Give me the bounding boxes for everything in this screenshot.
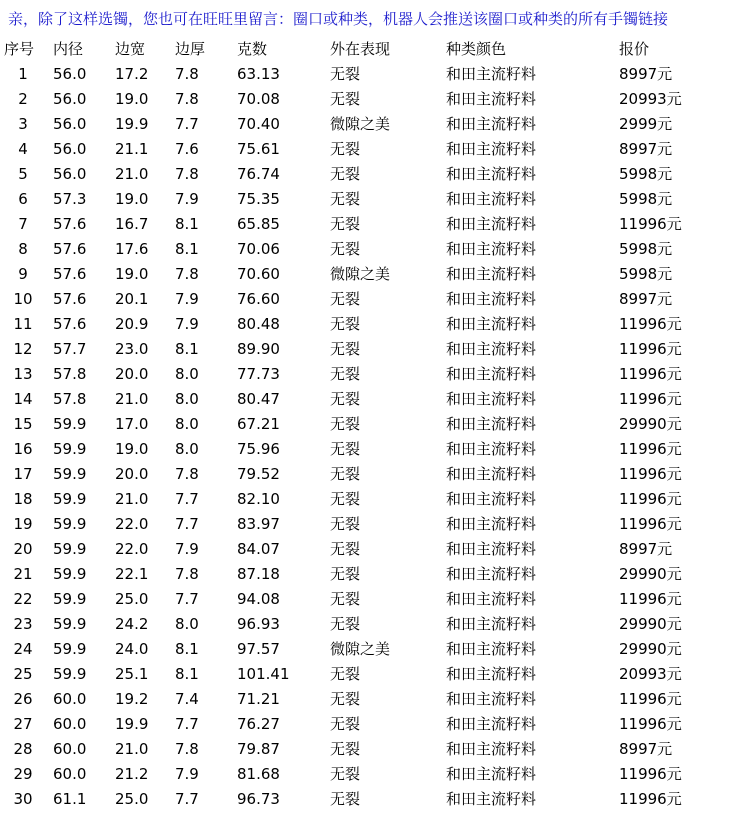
- cell-thickness: 7.7: [175, 715, 199, 733]
- cell-weight: 96.93: [237, 615, 280, 633]
- cell-width: 19.0: [115, 90, 149, 108]
- cell-inner-diameter: 59.9: [53, 665, 87, 683]
- cell-price: 11996元: [619, 215, 682, 233]
- cell-inner-diameter: 56.0: [53, 140, 87, 158]
- cell-width: 21.0: [115, 740, 149, 758]
- cell-thickness: 8.1: [175, 665, 199, 683]
- cell-inner-diameter: 56.0: [53, 90, 87, 108]
- cell-width: 23.0: [115, 340, 149, 358]
- cell-inner-diameter: 57.8: [53, 365, 87, 383]
- cell-thickness: 8.0: [175, 615, 199, 633]
- header-appearance: 外在表现: [330, 40, 391, 58]
- cell-price: 11996元: [619, 315, 682, 333]
- cell-width: 21.0: [115, 165, 149, 183]
- notice-text: 亲，除了这样选镯，您也可在旺旺里留言：圈口或种类，机器人会推送该圈口或种类的所有手镯链接: [8, 10, 669, 28]
- table-row: [0, 637, 751, 662]
- cell-width: 20.0: [115, 365, 149, 383]
- cell-thickness: 7.8: [175, 65, 199, 83]
- cell-appearance: 无裂: [330, 615, 361, 633]
- cell-weight: 83.97: [237, 515, 280, 533]
- cell-inner-diameter: 57.6: [53, 315, 87, 333]
- cell-price: 29990元: [619, 415, 682, 433]
- cell-inner-diameter: 56.0: [53, 65, 87, 83]
- cell-weight: 71.21: [237, 690, 280, 708]
- cell-index: 1: [18, 65, 28, 83]
- cell-thickness: 7.9: [175, 765, 199, 783]
- table-row: [0, 437, 751, 462]
- cell-price: 11996元: [619, 715, 682, 733]
- cell-index: 16: [13, 440, 33, 458]
- cell-price: 8997元: [619, 740, 673, 758]
- cell-inner-diameter: 59.9: [53, 440, 87, 458]
- cell-width: 19.0: [115, 440, 149, 458]
- cell-price: 11996元: [619, 790, 682, 808]
- table-row: [0, 562, 751, 587]
- cell-inner-diameter: 57.7: [53, 340, 87, 358]
- cell-inner-diameter: 57.6: [53, 290, 87, 308]
- table-row: [0, 787, 751, 812]
- cell-weight: 76.60: [237, 290, 280, 308]
- cell-weight: 65.85: [237, 215, 280, 233]
- cell-thickness: 8.0: [175, 415, 199, 433]
- cell-width: 20.9: [115, 315, 149, 333]
- cell-weight: 79.87: [237, 740, 280, 758]
- cell-price: 5998元: [619, 265, 673, 283]
- cell-appearance: 无裂: [330, 540, 361, 558]
- cell-weight: 75.96: [237, 440, 280, 458]
- cell-appearance: 无裂: [330, 390, 361, 408]
- cell-thickness: 7.9: [175, 290, 199, 308]
- cell-index: 5: [18, 165, 28, 183]
- table-row: [0, 187, 751, 212]
- table-row: [0, 337, 751, 362]
- cell-thickness: 7.8: [175, 90, 199, 108]
- header-weight: 克数: [237, 40, 268, 58]
- cell-thickness: 8.0: [175, 365, 199, 383]
- cell-inner-diameter: 57.6: [53, 240, 87, 258]
- table-row: [0, 362, 751, 387]
- cell-appearance: 微隙之美: [330, 640, 391, 658]
- cell-price: 5998元: [619, 165, 673, 183]
- cell-type-color: 和田主流籽料: [446, 440, 537, 458]
- cell-thickness: 8.0: [175, 390, 199, 408]
- cell-type-color: 和田主流籽料: [446, 340, 537, 358]
- header-type-color: 种类颜色: [446, 40, 507, 58]
- cell-price: 8997元: [619, 140, 673, 158]
- cell-weight: 77.73: [237, 365, 280, 383]
- cell-inner-diameter: 61.1: [53, 790, 87, 808]
- cell-type-color: 和田主流籽料: [446, 465, 537, 483]
- cell-inner-diameter: 59.9: [53, 490, 87, 508]
- cell-type-color: 和田主流籽料: [446, 215, 537, 233]
- cell-index: 3: [18, 115, 28, 133]
- cell-price: 5998元: [619, 240, 673, 258]
- cell-inner-diameter: 57.6: [53, 215, 87, 233]
- cell-price: 11996元: [619, 340, 682, 358]
- cell-appearance: 无裂: [330, 65, 361, 83]
- cell-weight: 70.40: [237, 115, 280, 133]
- cell-price: 11996元: [619, 365, 682, 383]
- cell-index: 24: [13, 640, 33, 658]
- cell-appearance: 微隙之美: [330, 265, 391, 283]
- cell-index: 22: [13, 590, 33, 608]
- cell-inner-diameter: 60.0: [53, 715, 87, 733]
- cell-price: 20993元: [619, 665, 682, 683]
- cell-thickness: 8.0: [175, 440, 199, 458]
- cell-price: 11996元: [619, 765, 682, 783]
- cell-index: 26: [13, 690, 33, 708]
- table-row: [0, 62, 751, 87]
- cell-thickness: 7.9: [175, 315, 199, 333]
- table-row: [0, 487, 751, 512]
- cell-price: 11996元: [619, 440, 682, 458]
- cell-type-color: 和田主流籽料: [446, 665, 537, 683]
- cell-price: 11996元: [619, 465, 682, 483]
- cell-index: 29: [13, 765, 33, 783]
- cell-width: 19.2: [115, 690, 149, 708]
- table-row: [0, 412, 751, 437]
- cell-price: 29990元: [619, 640, 682, 658]
- cell-width: 22.0: [115, 515, 149, 533]
- cell-appearance: 无裂: [330, 415, 361, 433]
- cell-type-color: 和田主流籽料: [446, 715, 537, 733]
- cell-width: 24.2: [115, 615, 149, 633]
- cell-type-color: 和田主流籽料: [446, 390, 537, 408]
- cell-width: 21.0: [115, 390, 149, 408]
- table-row: [0, 287, 751, 312]
- cell-width: 19.0: [115, 265, 149, 283]
- cell-thickness: 7.9: [175, 190, 199, 208]
- cell-width: 25.0: [115, 790, 149, 808]
- cell-thickness: 8.1: [175, 640, 199, 658]
- cell-weight: 101.41: [237, 665, 290, 683]
- cell-thickness: 7.4: [175, 690, 199, 708]
- cell-weight: 75.61: [237, 140, 280, 158]
- cell-type-color: 和田主流籽料: [446, 640, 537, 658]
- cell-inner-diameter: 57.6: [53, 265, 87, 283]
- cell-type-color: 和田主流籽料: [446, 690, 537, 708]
- cell-type-color: 和田主流籽料: [446, 615, 537, 633]
- table-header: [0, 37, 751, 62]
- cell-type-color: 和田主流籽料: [446, 490, 537, 508]
- cell-appearance: 无裂: [330, 190, 361, 208]
- table-row: [0, 87, 751, 112]
- cell-appearance: 无裂: [330, 715, 361, 733]
- cell-inner-diameter: 59.9: [53, 515, 87, 533]
- cell-thickness: 7.9: [175, 540, 199, 558]
- table-row: [0, 112, 751, 137]
- table-row: [0, 262, 751, 287]
- cell-thickness: 7.8: [175, 740, 199, 758]
- cell-appearance: 无裂: [330, 790, 361, 808]
- cell-weight: 63.13: [237, 65, 280, 83]
- cell-inner-diameter: 59.9: [53, 415, 87, 433]
- cell-appearance: 无裂: [330, 240, 361, 258]
- cell-thickness: 7.7: [175, 590, 199, 608]
- cell-inner-diameter: 59.9: [53, 565, 87, 583]
- cell-weight: 87.18: [237, 565, 280, 583]
- cell-appearance: 无裂: [330, 90, 361, 108]
- cell-thickness: 7.8: [175, 565, 199, 583]
- cell-inner-diameter: 59.9: [53, 590, 87, 608]
- cell-index: 19: [13, 515, 33, 533]
- cell-type-color: 和田主流籽料: [446, 415, 537, 433]
- cell-price: 11996元: [619, 690, 682, 708]
- table-row: [0, 387, 751, 412]
- cell-appearance: 无裂: [330, 765, 361, 783]
- cell-weight: 84.07: [237, 540, 280, 558]
- cell-index: 28: [13, 740, 33, 758]
- cell-index: 2: [18, 90, 28, 108]
- table-row: [0, 662, 751, 687]
- cell-appearance: 无裂: [330, 665, 361, 683]
- table-row: [0, 137, 751, 162]
- cell-inner-diameter: 60.0: [53, 740, 87, 758]
- table-row: [0, 212, 751, 237]
- cell-index: 25: [13, 665, 33, 683]
- cell-weight: 89.90: [237, 340, 280, 358]
- cell-inner-diameter: 60.0: [53, 765, 87, 783]
- table-row: [0, 462, 751, 487]
- cell-price: 29990元: [619, 565, 682, 583]
- cell-index: 4: [18, 140, 28, 158]
- cell-type-color: 和田主流籽料: [446, 590, 537, 608]
- cell-thickness: 7.6: [175, 140, 199, 158]
- cell-price: 11996元: [619, 590, 682, 608]
- cell-price: 2999元: [619, 115, 673, 133]
- cell-appearance: 无裂: [330, 215, 361, 233]
- cell-inner-diameter: 60.0: [53, 690, 87, 708]
- cell-width: 19.9: [115, 715, 149, 733]
- cell-weight: 81.68: [237, 765, 280, 783]
- cell-thickness: 8.1: [175, 215, 199, 233]
- cell-width: 21.0: [115, 490, 149, 508]
- cell-appearance: 无裂: [330, 365, 361, 383]
- cell-weight: 76.27: [237, 715, 280, 733]
- header-width: 边宽: [115, 40, 146, 58]
- cell-inner-diameter: 56.0: [53, 115, 87, 133]
- cell-appearance: 无裂: [330, 290, 361, 308]
- header-index: 序号: [4, 40, 35, 58]
- cell-type-color: 和田主流籽料: [446, 140, 537, 158]
- cell-thickness: 7.7: [175, 790, 199, 808]
- cell-index: 6: [18, 190, 28, 208]
- cell-thickness: 8.1: [175, 340, 199, 358]
- cell-price: 20993元: [619, 90, 682, 108]
- cell-index: 10: [13, 290, 33, 308]
- header-thickness: 边厚: [175, 40, 206, 58]
- cell-type-color: 和田主流籽料: [446, 90, 537, 108]
- cell-thickness: 7.7: [175, 490, 199, 508]
- cell-width: 22.1: [115, 565, 149, 583]
- cell-thickness: 7.7: [175, 115, 199, 133]
- cell-width: 20.1: [115, 290, 149, 308]
- cell-appearance: 微隙之美: [330, 115, 391, 133]
- cell-width: 21.2: [115, 765, 149, 783]
- cell-type-color: 和田主流籽料: [446, 365, 537, 383]
- table-row: [0, 537, 751, 562]
- cell-price: 8997元: [619, 540, 673, 558]
- cell-weight: 79.52: [237, 465, 280, 483]
- table-row: [0, 237, 751, 262]
- cell-appearance: 无裂: [330, 565, 361, 583]
- cell-weight: 82.10: [237, 490, 280, 508]
- cell-type-color: 和田主流籽料: [446, 790, 537, 808]
- cell-appearance: 无裂: [330, 465, 361, 483]
- cell-thickness: 7.7: [175, 515, 199, 533]
- cell-width: 25.0: [115, 590, 149, 608]
- cell-index: 17: [13, 465, 33, 483]
- cell-price: 11996元: [619, 490, 682, 508]
- cell-type-color: 和田主流籽料: [446, 265, 537, 283]
- table-row: [0, 312, 751, 337]
- cell-appearance: 无裂: [330, 490, 361, 508]
- cell-type-color: 和田主流籽料: [446, 190, 537, 208]
- cell-appearance: 无裂: [330, 590, 361, 608]
- cell-weight: 80.48: [237, 315, 280, 333]
- cell-index: 21: [13, 565, 33, 583]
- cell-width: 20.0: [115, 465, 149, 483]
- bracelet-table: [0, 37, 751, 812]
- cell-weight: 97.57: [237, 640, 280, 658]
- cell-width: 24.0: [115, 640, 149, 658]
- cell-weight: 70.08: [237, 90, 280, 108]
- cell-index: 14: [13, 390, 33, 408]
- table-row: [0, 762, 751, 787]
- cell-index: 23: [13, 615, 33, 633]
- cell-thickness: 7.8: [175, 265, 199, 283]
- cell-index: 9: [18, 265, 28, 283]
- cell-appearance: 无裂: [330, 140, 361, 158]
- cell-index: 13: [13, 365, 33, 383]
- cell-type-color: 和田主流籽料: [446, 240, 537, 258]
- cell-inner-diameter: 56.0: [53, 165, 87, 183]
- cell-inner-diameter: 59.9: [53, 540, 87, 558]
- cell-inner-diameter: 57.8: [53, 390, 87, 408]
- cell-weight: 70.60: [237, 265, 280, 283]
- cell-index: 8: [18, 240, 28, 258]
- cell-appearance: 无裂: [330, 740, 361, 758]
- cell-index: 12: [13, 340, 33, 358]
- cell-index: 20: [13, 540, 33, 558]
- cell-type-color: 和田主流籽料: [446, 565, 537, 583]
- cell-index: 18: [13, 490, 33, 508]
- header-inner-diameter: 内径: [53, 40, 84, 58]
- cell-appearance: 无裂: [330, 515, 361, 533]
- cell-index: 15: [13, 415, 33, 433]
- cell-index: 27: [13, 715, 33, 733]
- cell-weight: 94.08: [237, 590, 280, 608]
- cell-price: 8997元: [619, 65, 673, 83]
- cell-type-color: 和田主流籽料: [446, 540, 537, 558]
- cell-type-color: 和田主流籽料: [446, 115, 537, 133]
- table-row: [0, 612, 751, 637]
- cell-width: 17.6: [115, 240, 149, 258]
- cell-price: 5998元: [619, 190, 673, 208]
- cell-type-color: 和田主流籽料: [446, 290, 537, 308]
- table-row: [0, 712, 751, 737]
- cell-weight: 76.74: [237, 165, 280, 183]
- cell-weight: 80.47: [237, 390, 280, 408]
- cell-width: 25.1: [115, 665, 149, 683]
- header-price: 报价: [619, 40, 650, 58]
- cell-type-color: 和田主流籽料: [446, 65, 537, 83]
- cell-price: 8997元: [619, 290, 673, 308]
- cell-width: 17.2: [115, 65, 149, 83]
- cell-inner-diameter: 57.3: [53, 190, 87, 208]
- cell-appearance: 无裂: [330, 690, 361, 708]
- table-row: [0, 687, 751, 712]
- cell-width: 16.7: [115, 215, 149, 233]
- cell-price: 11996元: [619, 390, 682, 408]
- cell-index: 30: [13, 790, 33, 808]
- cell-weight: 96.73: [237, 790, 280, 808]
- cell-index: 7: [18, 215, 28, 233]
- cell-appearance: 无裂: [330, 440, 361, 458]
- cell-weight: 70.06: [237, 240, 280, 258]
- cell-type-color: 和田主流籽料: [446, 740, 537, 758]
- cell-type-color: 和田主流籽料: [446, 765, 537, 783]
- cell-inner-diameter: 59.9: [53, 615, 87, 633]
- cell-thickness: 8.1: [175, 240, 199, 258]
- cell-width: 19.0: [115, 190, 149, 208]
- cell-inner-diameter: 59.9: [53, 465, 87, 483]
- cell-type-color: 和田主流籽料: [446, 515, 537, 533]
- cell-index: 11: [13, 315, 33, 333]
- cell-price: 29990元: [619, 615, 682, 633]
- cell-inner-diameter: 59.9: [53, 640, 87, 658]
- table-row: [0, 737, 751, 762]
- cell-type-color: 和田主流籽料: [446, 165, 537, 183]
- cell-thickness: 7.8: [175, 165, 199, 183]
- cell-weight: 67.21: [237, 415, 280, 433]
- cell-width: 21.1: [115, 140, 149, 158]
- cell-width: 19.9: [115, 115, 149, 133]
- cell-appearance: 无裂: [330, 315, 361, 333]
- cell-width: 17.0: [115, 415, 149, 433]
- cell-thickness: 7.8: [175, 465, 199, 483]
- cell-weight: 75.35: [237, 190, 280, 208]
- cell-price: 11996元: [619, 515, 682, 533]
- cell-appearance: 无裂: [330, 340, 361, 358]
- cell-width: 22.0: [115, 540, 149, 558]
- cell-type-color: 和田主流籽料: [446, 315, 537, 333]
- table-row: [0, 587, 751, 612]
- table-row: [0, 512, 751, 537]
- table-row: [0, 162, 751, 187]
- cell-appearance: 无裂: [330, 165, 361, 183]
